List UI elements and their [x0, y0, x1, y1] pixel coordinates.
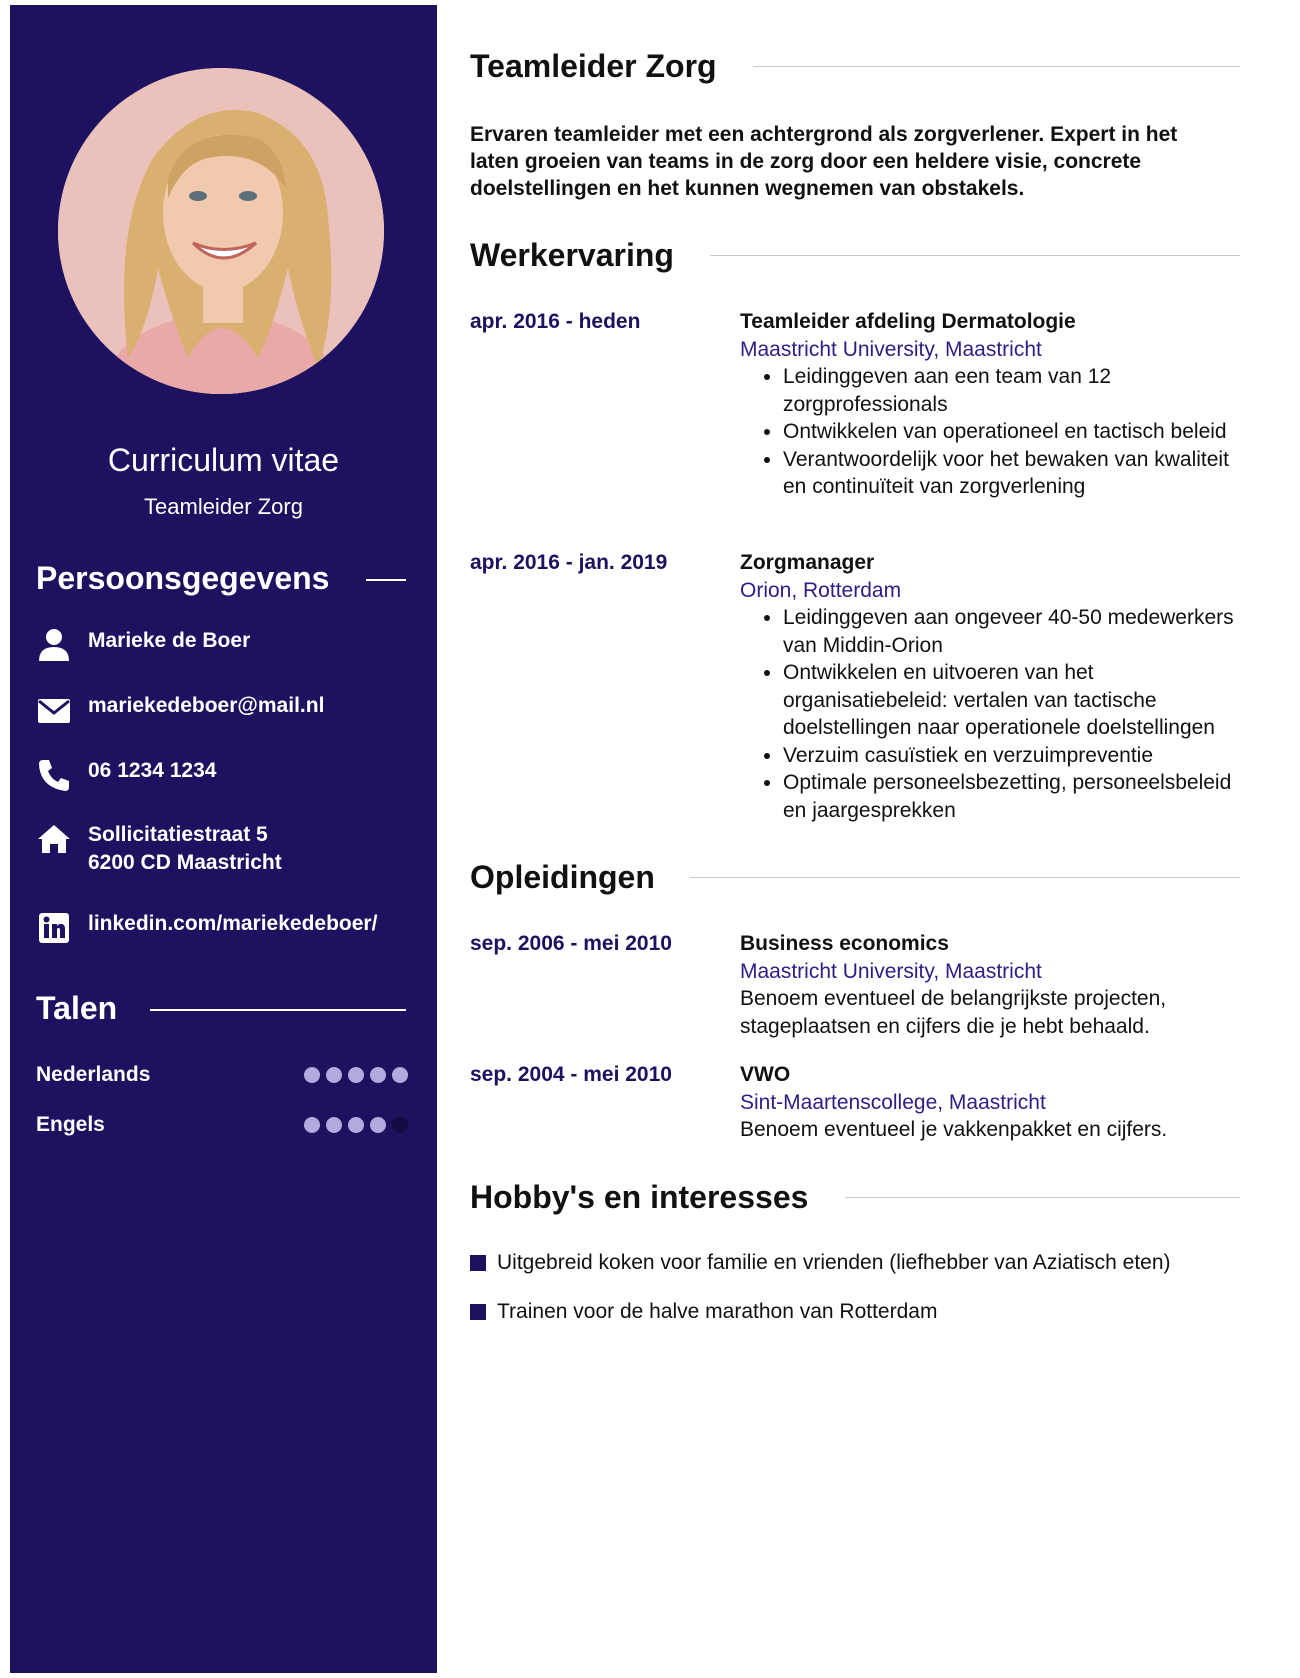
cv-title: Curriculum vitae — [107, 442, 340, 478]
language-rating — [298, 1067, 408, 1083]
entry-bullets — [740, 604, 1240, 824]
home-icon — [36, 821, 72, 857]
linkedin-icon — [36, 910, 72, 946]
languages-heading: Talen — [36, 990, 118, 1026]
entry-date: sep. 2004 - mei 2010 — [470, 1063, 672, 1086]
experience-heading: Werkervaring — [470, 237, 674, 273]
entry-date: apr. 2016 - heden — [470, 310, 641, 333]
job-title-heading: Teamleider Zorg — [470, 48, 717, 84]
rating-dot-filled — [326, 1067, 342, 1083]
address-line-2: 6200 CD Maastricht — [88, 851, 282, 874]
entry-date: sep. 2006 - mei 2010 — [470, 932, 672, 955]
entry-title: Teamleider afdeling Dermatologie — [740, 310, 1076, 333]
rating-dot-filled — [304, 1117, 320, 1133]
contact-email-row — [36, 692, 324, 728]
contact-name-row — [36, 627, 250, 663]
square-bullet-icon — [470, 1304, 486, 1320]
entry-body — [740, 549, 1240, 824]
entry-body — [740, 1061, 1240, 1144]
entry-date: apr. 2016 - jan. 2019 — [470, 551, 668, 574]
hobby-text: Uitgebreid koken voor familie en vrienden (liefhebber van Aziatisch eten) — [497, 1251, 1171, 1274]
person-icon — [36, 627, 72, 663]
contact-name: Marieke de Boer — [88, 629, 251, 652]
language-name: Nederlands — [36, 1063, 151, 1086]
rating-dot-filled — [392, 1067, 408, 1083]
language-row — [36, 1110, 408, 1140]
personal-heading: Persoonsgegevens — [36, 560, 330, 596]
rating-dot-filled — [348, 1117, 364, 1133]
entry-bullets — [740, 363, 1240, 501]
bullet-item: • Verantwoordelijk voor het bewaken van kwaliteit en continuïteit van zorgverlening — [783, 446, 1240, 501]
entry-title: Zorgmanager — [740, 551, 875, 574]
square-bullet-icon — [470, 1255, 486, 1271]
rating-dot-filled — [370, 1117, 386, 1133]
phone-icon — [36, 757, 72, 793]
entry-body — [740, 308, 1240, 501]
contact-address — [88, 821, 282, 877]
envelope-icon — [36, 692, 72, 728]
hobbies-heading: Hobby's en interesses — [470, 1179, 809, 1215]
bullet-item: • Leidinggeven aan een team van 12 zorgprofessionals — [783, 363, 1240, 418]
contact-linkedin-row — [36, 910, 377, 946]
job-title-rule — [753, 66, 1240, 67]
entry-description: Benoem eventueel de belangrijkste projecten, stageplaatsen en cijfers die je hebt behaald. — [740, 987, 1167, 1038]
entry-org: Sint-Maartenscollege, Maastricht — [740, 1090, 1046, 1114]
profile-photo — [58, 68, 384, 394]
rating-dot-empty — [392, 1117, 408, 1133]
contact-email[interactable]: mariekedeboer@mail.nl — [88, 694, 325, 717]
bullet-item: • Leidinggeven aan ongeveer 40-50 medewerkers van Middin-Orion — [783, 604, 1240, 659]
rating-dot-filled — [348, 1067, 364, 1083]
entry-org: Maastricht University, Maastricht — [740, 337, 1042, 361]
education-heading: Opleidingen — [470, 859, 655, 895]
contact-linkedin[interactable]: linkedin.com/mariekedeboer/ — [88, 912, 378, 935]
language-rating — [298, 1117, 408, 1133]
bullet-item: • Ontwikkelen en uitvoeren van het organisatiebeleid: vertalen van tactische doelstellingen naar operationele doelstellingen — [783, 659, 1240, 742]
experience-rule — [710, 255, 1240, 256]
sidebar — [10, 5, 437, 1673]
profile-summary: Ervaren teamleider met een achtergrond als zorgverlener. Expert in het laten groeien van teams in de zorg door een heldere visie, concrete doelstellingen en het kunnen wegnemen van obstakels. — [470, 123, 1178, 200]
personal-rule — [366, 579, 406, 581]
hobby-text: Trainen voor de halve marathon van Rotterdam — [497, 1300, 938, 1323]
bullet-item: • Ontwikkelen van operationeel en tactisch beleid — [783, 418, 1240, 446]
entry-title: VWO — [740, 1063, 791, 1086]
bullet-item: • Verzuim casuïstiek en verzuimpreventie — [783, 742, 1240, 770]
languages-rule — [150, 1009, 406, 1011]
entry-description: Benoem eventueel je vakkenpakket en cijfers. — [740, 1118, 1168, 1141]
hobbies-rule — [845, 1197, 1240, 1198]
contact-phone: 06 1234 1234 — [88, 759, 217, 782]
rating-dot-filled — [370, 1067, 386, 1083]
hobby-item — [470, 1251, 1171, 1275]
rating-dot-filled — [326, 1117, 342, 1133]
language-row — [36, 1060, 408, 1090]
contact-address-row — [36, 821, 282, 877]
language-name: Engels — [36, 1113, 105, 1136]
address-line-1: Sollicitatiestraat 5 — [88, 823, 268, 846]
contact-phone-row — [36, 757, 216, 793]
rating-dot-filled — [304, 1067, 320, 1083]
entry-title: Business economics — [740, 932, 949, 955]
hobby-item — [470, 1300, 937, 1324]
bullet-item: • Optimale personeelsbezetting, personeelsbeleid en jaargesprekken — [783, 769, 1240, 824]
education-rule — [690, 877, 1240, 878]
cv-subtitle: Teamleider Zorg — [144, 494, 303, 519]
entry-org: Orion, Rotterdam — [740, 578, 902, 602]
entry-body — [740, 930, 1240, 1040]
entry-org: Maastricht University, Maastricht — [740, 959, 1042, 983]
